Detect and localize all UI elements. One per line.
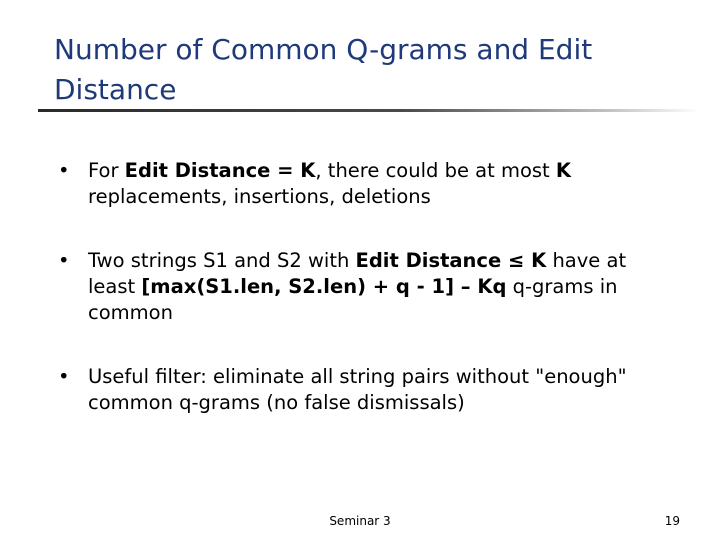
slide-title: Number of Common Q-grams and Edit Distance: [54, 33, 593, 106]
text-segment: q-grams in common: [88, 275, 618, 324]
text-segment: replacements, insertions, deletions: [88, 185, 431, 208]
bullet-icon: •: [58, 365, 70, 388]
text-segment: Useful filter: eliminate all string pairs without "enough" common q-grams (no false dismissals): [88, 365, 627, 414]
bullet-text: [88, 159, 571, 208]
bullet-icon: •: [58, 159, 70, 182]
bullet-text: [88, 249, 626, 324]
footer-label: Seminar 3: [329, 514, 391, 528]
text-segment-bold: [max(S1.len, S2.len) + q - 1] – Kq: [141, 275, 507, 298]
title-underline: [38, 109, 700, 112]
bullet-item-3: [58, 364, 668, 416]
text-segment: Two strings S1 and S2 with: [88, 249, 356, 272]
text-segment-bold: K: [555, 159, 572, 182]
bullet-item-1: [58, 158, 668, 210]
page-number: 19: [664, 514, 680, 528]
text-segment: For: [88, 159, 125, 182]
bullet-list: [58, 158, 668, 416]
text-segment-bold: Edit Distance ≤ K: [355, 249, 547, 272]
bullet-icon: •: [58, 249, 70, 272]
bullet-text: [88, 365, 627, 414]
text-segment: , there could be at most: [315, 159, 556, 182]
text-segment: have at least: [88, 249, 627, 298]
bullet-item-2: [58, 248, 668, 326]
text-segment-bold: Edit Distance = K: [124, 159, 316, 182]
